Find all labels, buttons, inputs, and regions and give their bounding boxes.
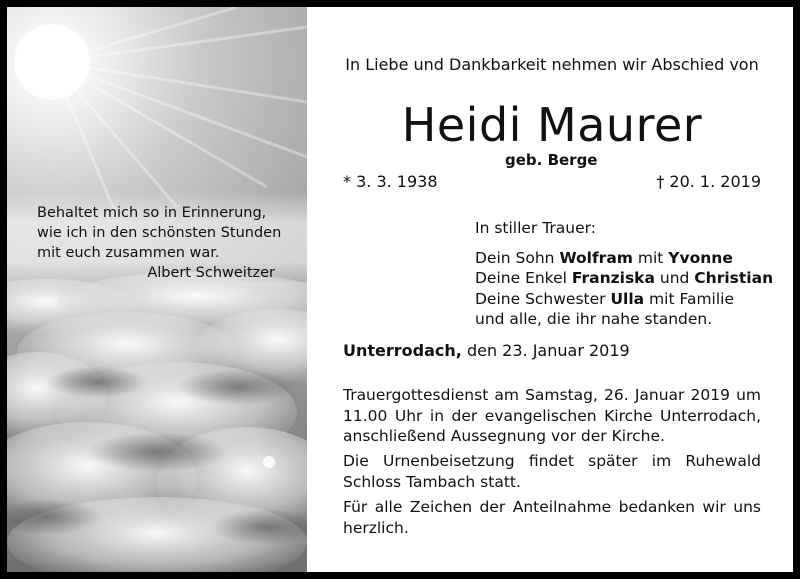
mourner-son-connector: mit [632,248,669,267]
mourner-grandchild-1: Franziska [571,269,655,287]
place-city: Unterrodach, [343,341,462,360]
quote-block [37,203,282,283]
death-date: † 20. 1. 2019 [656,172,761,191]
mourner-sister-text: Deine Schwester [475,289,611,308]
deceased-name: Heidi Maurer [401,98,703,152]
mourner-grandchild-2: Christian [694,269,774,287]
mourner-sister-family: mit Familie [644,289,735,308]
mourners-heading: In stiller Trauer: [475,219,596,237]
thanks-note: Für alle Zeichen der Anteilnahme bedanken wir uns herzlich. [343,498,761,537]
quote-line-3: mit euch zusammen war. [37,245,220,261]
urn-burial-info: Die Urnenbeisetzung findet später im Ruhewald Schloss Tambach statt. [343,452,761,491]
mourner-grandchildren-text: Deine Enkel [475,269,572,287]
mourner-son [475,248,773,269]
mourner-grandchildren [475,268,773,289]
mourner-grandchildren-connector: und [654,269,695,287]
quote-line-2: wie ich in den schönsten Stunden [37,225,282,241]
quote-line-1: Behaltet mich so in Erinnerung, [37,205,267,221]
service-info: Trauergottesdienst am Samstag, 26. Januar 2019 um 11.00 Uhr in der evangelischen Kirche Unterrodach, anschließend Aussegnung vor der Kirche. [343,386,761,445]
mourner-son-text: Dein Sohn [475,248,560,267]
mourner-son-name: Wolfram [559,248,633,267]
mourner-others: und alle, die ihr nahe standen. [475,310,713,328]
mourners-list [475,218,773,330]
mourner-sister [475,289,773,310]
notice-date: den 23. Januar 2019 [461,341,630,360]
place-date [343,341,630,360]
mourner-son-partner: Yvonne [668,248,733,267]
maiden-name: geb. Berge [505,151,598,169]
sun-clouds-illustration [7,7,307,572]
mourner-sister-name: Ulla [610,289,645,308]
intro-line: In Liebe und Dankbarkeit nehmen wir Abschied von [345,55,759,74]
birth-date: * 3. 3. 1938 [343,172,438,191]
quote-author: Albert Schweitzer [147,265,275,281]
obituary-notice [7,7,793,572]
sky-clouds-image [7,7,307,572]
